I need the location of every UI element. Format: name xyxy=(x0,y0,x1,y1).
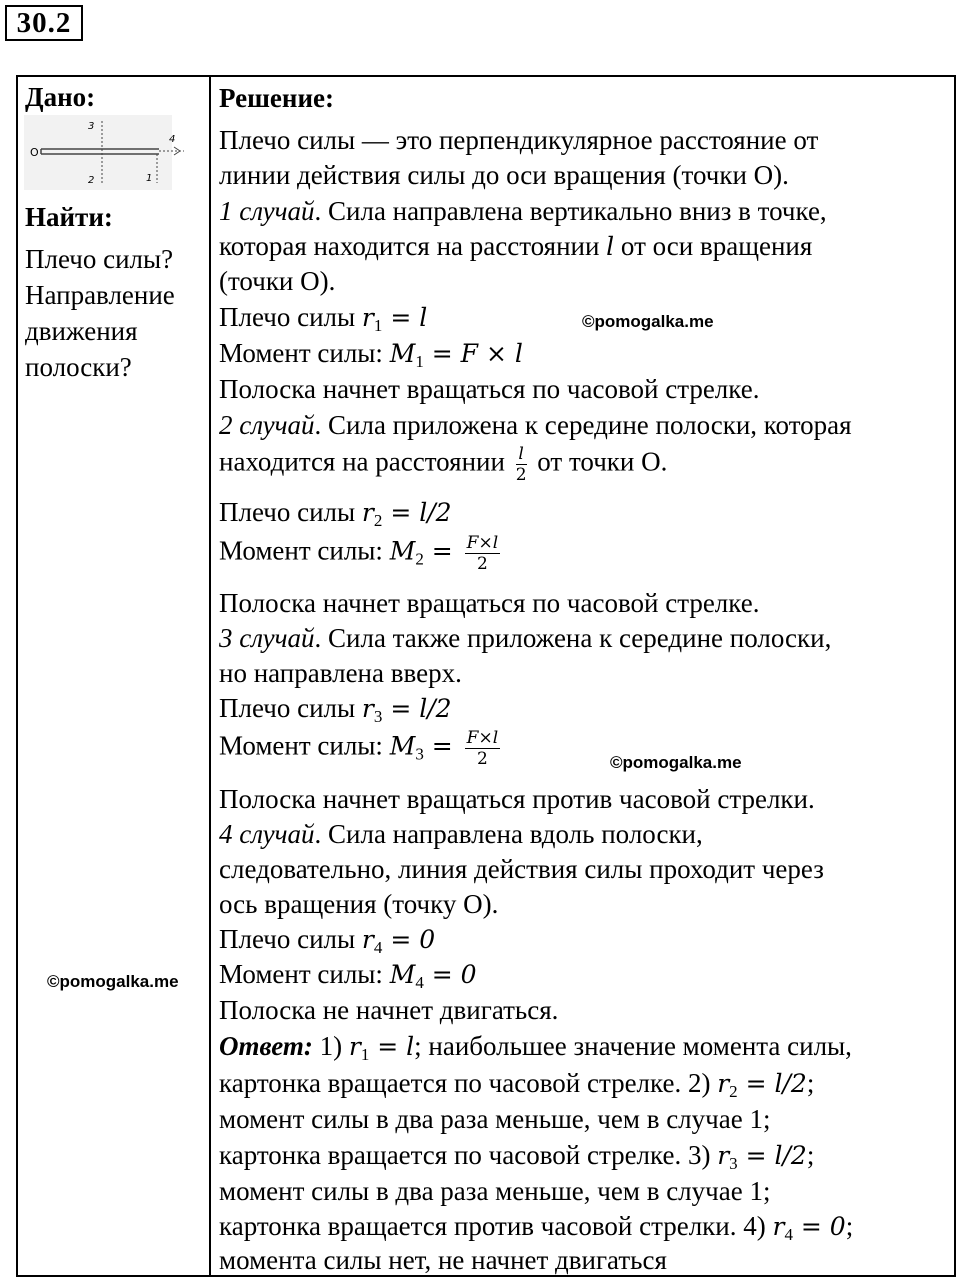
answer-text: 1) xyxy=(312,1031,349,1061)
case1-line-2 xyxy=(219,229,812,264)
arm-label: Плечо силы xyxy=(219,302,362,332)
moment-eq: = xyxy=(423,536,461,566)
arm-subscript: 1 xyxy=(373,316,383,335)
case1-result: Полоска начнет вращаться по часовой стрелке. xyxy=(219,374,760,404)
watermark: ©pomogalka.me xyxy=(610,753,742,772)
strip-diagram xyxy=(24,115,176,190)
moment-label: Момент силы: xyxy=(219,535,390,566)
case4-line-1 xyxy=(219,817,703,851)
case1-label: 1 случай xyxy=(219,196,315,226)
answer-line-7: момента силы нет, не начнет двигаться xyxy=(219,1245,667,1275)
arm-rhs: = l/2 xyxy=(382,498,452,527)
case4-line-2: следовательно, линия действия силы проходит через xyxy=(219,854,824,884)
answer-text: картонка вращается против часовой стрелки. 4) xyxy=(219,1211,773,1241)
case1-line-3: (точки О). xyxy=(219,266,336,296)
case1-line-1 xyxy=(219,194,827,228)
case2-text: находится на расстоянии xyxy=(219,446,512,477)
diagram-label-2: 2 xyxy=(88,175,95,186)
answer-subscript: 2 xyxy=(729,1082,738,1101)
diagram-label-3: 3 xyxy=(88,121,95,132)
case2-line-1 xyxy=(219,408,852,442)
moment-eq: = xyxy=(423,731,461,761)
arm-rhs: = l/2 xyxy=(382,694,452,723)
case1-moment xyxy=(219,336,523,371)
answer-rhs: = l/2 xyxy=(737,1141,807,1170)
case1-arm xyxy=(219,300,427,335)
fraction-l-over-2 xyxy=(516,444,527,485)
var-l: l xyxy=(606,232,615,261)
solution-heading: Решение: xyxy=(219,83,334,113)
frac-numerator: l xyxy=(516,444,527,465)
case3-text: . Сила также приложена к середине полоски, xyxy=(314,623,832,653)
intro-line-1: Плечо силы — это перпендикулярное расстояние от xyxy=(219,125,819,155)
moment-symbol: M xyxy=(389,960,416,989)
arm-symbol: r xyxy=(361,925,374,954)
moment-rhs: = 0 xyxy=(423,960,477,989)
case1-text: которая находится на расстоянии xyxy=(219,231,607,261)
answer-text: ; xyxy=(806,1140,815,1170)
diagram-origin-label: O xyxy=(30,146,39,159)
arm-rhs: = l xyxy=(382,303,428,332)
intro-line-2: линии действия силы до оси вращения (точки О). xyxy=(219,160,789,190)
answer-line-6 xyxy=(219,1209,853,1244)
case2-arm xyxy=(219,495,452,530)
answer-rhs: = l/2 xyxy=(737,1069,807,1098)
find-line-2: Направление xyxy=(25,280,175,310)
moment-subscript: 3 xyxy=(415,744,424,764)
moment-label: Момент силы: xyxy=(219,959,390,989)
case3-line-1 xyxy=(219,621,831,655)
case3-line-2: но направлена вверх. xyxy=(219,658,462,688)
find-line-3: движения xyxy=(25,316,138,346)
answer-line-3: момент силы в два раза меньше, чем в случае 1; xyxy=(219,1104,771,1134)
frac-denominator: 2 xyxy=(476,749,488,769)
answer-line-4 xyxy=(219,1138,814,1173)
moment-symbol: M xyxy=(389,339,416,368)
answer-rhs: = l xyxy=(369,1032,415,1061)
fraction-fl-over-2 xyxy=(465,728,500,769)
moment-rhs: = F × l xyxy=(423,339,523,368)
moment-label: Момент силы: xyxy=(219,730,390,761)
case1-text: . Сила направлена вертикально вниз в точке, xyxy=(314,196,827,226)
moment-symbol: M xyxy=(389,536,416,566)
answer-subscript: 3 xyxy=(729,1154,738,1173)
fraction-fl-over-2 xyxy=(465,533,500,574)
moment-symbol: M xyxy=(389,731,416,761)
case2-line-2 xyxy=(219,444,667,485)
problem-number: 30.2 xyxy=(5,5,83,41)
answer-subscript: 4 xyxy=(784,1225,793,1244)
answer-text: картонка вращается по часовой стрелке. 2) xyxy=(219,1068,718,1098)
moment-subscript: 4 xyxy=(415,973,424,992)
arm-symbol: r xyxy=(361,694,374,723)
arm-label: Плечо силы xyxy=(219,924,362,954)
case1-text: от оси вращения xyxy=(614,231,813,261)
case4-label: 4 случай xyxy=(219,819,315,849)
diagram-label-4: 4 xyxy=(169,134,176,145)
moment-label: Момент силы: xyxy=(219,338,390,368)
answer-r: r xyxy=(348,1032,361,1061)
answer-rhs: = 0 xyxy=(792,1212,846,1241)
case2-moment xyxy=(219,533,504,574)
answer-line-1 xyxy=(219,1029,852,1064)
moment-subscript: 1 xyxy=(415,352,424,371)
case3-label: 3 случай xyxy=(219,623,315,653)
arm-rhs: = 0 xyxy=(382,925,436,954)
answer-line-5: момент силы в два раза меньше, чем в случае 1; xyxy=(219,1176,771,1206)
case4-arm xyxy=(219,922,435,957)
diagram-label-1: 1 xyxy=(146,173,153,184)
watermark: ©pomogalka.me xyxy=(582,312,714,331)
case3-result: Полоска начнет вращаться против часовой стрелки. xyxy=(219,784,815,814)
case4-result: Полоска не начнет двигаться. xyxy=(219,995,559,1025)
case2-label: 2 случай xyxy=(219,410,315,440)
watermark: ©pomogalka.me xyxy=(47,972,179,991)
arm-label: Плечо силы xyxy=(219,497,362,527)
column-divider xyxy=(209,75,211,1277)
find-heading: Найти: xyxy=(25,202,113,232)
frac-numerator: F×l xyxy=(466,728,499,748)
frac-numerator: F×l xyxy=(466,533,499,553)
arm-label: Плечо силы xyxy=(219,693,362,723)
frac-denominator: 2 xyxy=(476,554,488,574)
find-line-1: Плечо силы? xyxy=(25,244,174,274)
arm-symbol: r xyxy=(361,498,374,527)
answer-line-2 xyxy=(219,1066,814,1101)
answer-r: r xyxy=(772,1212,785,1241)
answer-text: картонка вращается по часовой стрелке. 3) xyxy=(219,1140,718,1170)
case4-moment xyxy=(219,957,477,992)
frac-denominator: 2 xyxy=(515,465,527,485)
case4-text: . Сила направлена вдоль полоски, xyxy=(314,819,703,849)
arm-subscript: 2 xyxy=(373,511,383,530)
answer-r: r xyxy=(717,1069,730,1098)
arm-symbol: r xyxy=(361,303,374,332)
case2-result: Полоска начнет вращаться по часовой стрелке. xyxy=(219,588,760,618)
case2-text: от точки О. xyxy=(530,446,668,477)
answer-label: Ответ: xyxy=(219,1031,313,1061)
case4-line-3: ось вращения (точку О). xyxy=(219,889,499,919)
case3-arm xyxy=(219,691,452,726)
arm-subscript: 4 xyxy=(373,938,383,957)
answer-text: ; наибольшее значение момента силы, xyxy=(414,1031,852,1061)
case2-text: . Сила приложена к середине полоски, которая xyxy=(314,410,852,440)
answer-r: r xyxy=(717,1141,730,1170)
answer-text: ; xyxy=(845,1211,854,1241)
find-line-4: полоски? xyxy=(25,352,132,382)
moment-subscript: 2 xyxy=(415,549,424,569)
arm-subscript: 3 xyxy=(373,707,383,726)
answer-subscript: 1 xyxy=(360,1045,370,1064)
answer-text: ; xyxy=(806,1068,815,1098)
given-heading: Дано: xyxy=(25,82,96,112)
case3-moment xyxy=(219,728,504,769)
